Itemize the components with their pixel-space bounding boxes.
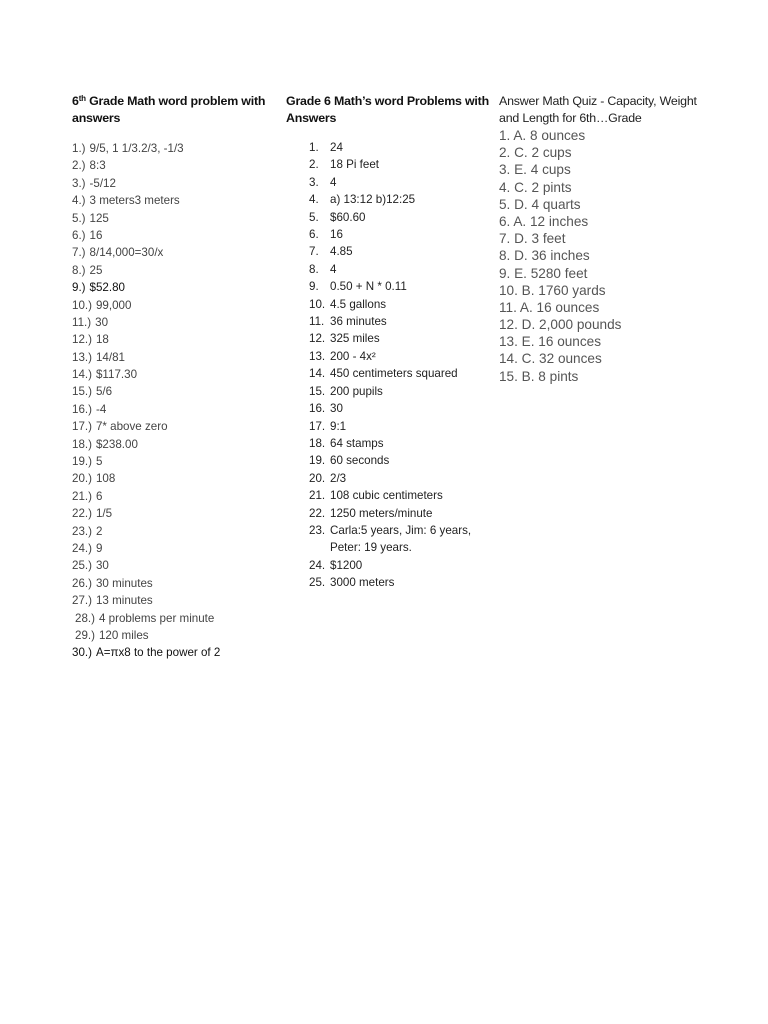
answer-item xyxy=(72,157,282,174)
answer-item xyxy=(72,644,282,661)
answer-number: 21. xyxy=(309,489,326,503)
answer-number: 4.) xyxy=(72,194,86,208)
answer-item xyxy=(72,314,282,331)
answer-text: 1250 meters/minute xyxy=(330,506,433,520)
answer-number: 5. xyxy=(309,210,319,224)
answer-text: 30 xyxy=(95,559,109,573)
answer-number: 13. xyxy=(309,349,326,363)
answer-item xyxy=(286,348,496,365)
answer-number: 21.) xyxy=(72,489,92,503)
answer-item xyxy=(72,366,282,383)
answer-number: 26.) xyxy=(72,576,92,590)
answer-text: 60 seconds xyxy=(330,454,390,468)
capacity-weight-length-quiz-column xyxy=(499,93,739,385)
answer-text: 18 Pi feet xyxy=(330,158,379,172)
column-heading xyxy=(286,93,496,127)
answer-text: 4 problems per minute xyxy=(98,611,215,625)
answer-text: -4 xyxy=(95,402,107,416)
answer-item xyxy=(72,418,282,435)
answer-number: 9.) xyxy=(72,281,86,295)
heading-line-2: Answers xyxy=(286,111,337,125)
answer-item xyxy=(72,470,282,487)
column-heading xyxy=(72,93,282,127)
answer-number: 22.) xyxy=(72,507,92,521)
answer-text: 200 pupils xyxy=(330,384,383,398)
answer-number: 2.) xyxy=(72,159,86,173)
answer-number: 8. xyxy=(309,262,319,276)
answer-item xyxy=(286,313,496,330)
answer-number: 24. xyxy=(309,558,326,572)
answer-item xyxy=(72,505,282,522)
answer-number: 7.) xyxy=(72,246,86,260)
answer-text: 4.5 gallons xyxy=(330,297,387,311)
answer-text: 9 xyxy=(95,541,103,555)
answer-item: 13. E. 16 ounces xyxy=(499,334,602,350)
answer-text: A=πx8 to the power of 2 xyxy=(95,646,221,660)
answer-text: 200 - 4x² xyxy=(330,349,376,363)
answer-text: 6 xyxy=(95,489,103,503)
column-heading xyxy=(499,93,739,127)
answer-number: 9. xyxy=(309,280,319,294)
answer-item xyxy=(72,523,282,540)
answer-item: 2. C. 2 cups xyxy=(499,145,572,161)
answer-text: 25 xyxy=(89,263,103,277)
answer-text: 125 xyxy=(89,211,109,225)
answer-item xyxy=(72,244,282,261)
answer-number: 3. xyxy=(309,175,319,189)
answer-text: 64 stamps xyxy=(330,436,384,450)
answer-number: 17.) xyxy=(72,420,92,434)
answer-item xyxy=(286,418,496,435)
answer-number: 5.) xyxy=(72,211,86,225)
answer-list xyxy=(72,140,282,662)
answer-item xyxy=(72,279,282,296)
answer-number: 12.) xyxy=(72,333,92,347)
answer-item xyxy=(286,330,496,347)
answer-text: $60.60 xyxy=(330,210,366,224)
answer-item xyxy=(72,401,282,418)
answer-text: 8/14,000=30/x xyxy=(89,246,164,260)
answer-text: 2 xyxy=(95,524,103,538)
answer-item xyxy=(72,610,282,627)
answer-text: 8:3 xyxy=(89,159,106,173)
answer-number: 18.) xyxy=(72,437,92,451)
answer-number: 10.) xyxy=(72,298,92,312)
answer-text: 13 minutes xyxy=(95,594,153,608)
answer-text: 3 meters3 meters xyxy=(89,194,180,208)
answer-text: $238.00 xyxy=(95,437,138,451)
answer-item xyxy=(286,505,496,522)
answer-item xyxy=(72,575,282,592)
answer-item: 12. D. 2,000 pounds xyxy=(499,317,622,333)
heading-line-1: Answer Math Quiz - Capacity, Weight xyxy=(499,94,697,108)
answer-number: 20. xyxy=(309,471,326,485)
answer-text: 99,000 xyxy=(95,298,132,312)
answer-number: 27.) xyxy=(72,594,92,608)
answer-text: 108 cubic centimeters xyxy=(330,489,443,503)
heading-rest: Grade Math word problem with xyxy=(85,94,266,108)
answer-text: 4 xyxy=(330,262,337,276)
answer-item xyxy=(286,174,496,191)
answer-item xyxy=(286,522,496,557)
answer-text: 3000 meters xyxy=(330,576,395,590)
answer-item xyxy=(286,209,496,226)
answer-item xyxy=(72,383,282,400)
answer-number: 15.) xyxy=(72,385,92,399)
answer-item xyxy=(286,261,496,278)
answer-number: 11. xyxy=(309,315,325,329)
answer-item xyxy=(286,383,496,400)
answer-text: 5 xyxy=(95,455,103,469)
answer-number: 11.) xyxy=(72,315,92,329)
answer-number: 1. xyxy=(309,141,319,154)
answer-item xyxy=(286,557,496,574)
answer-text: 325 miles xyxy=(330,332,380,346)
answer-item xyxy=(72,210,282,227)
answer-number: 19.) xyxy=(72,455,92,469)
answer-text: 108 xyxy=(95,472,116,486)
answer-text: 9/5, 1 1/3.2/3, -1/3 xyxy=(89,142,184,155)
heading-line-2: and Length for 6th…Grade xyxy=(499,111,642,125)
answer-item xyxy=(286,487,496,504)
answer-number: 24.) xyxy=(72,541,92,555)
answer-item xyxy=(286,156,496,173)
heading-lead: 6 xyxy=(72,94,79,108)
answer-item: 1. A. 8 ounces xyxy=(499,128,586,143)
answer-item xyxy=(72,262,282,279)
answer-item: 14. C. 32 ounces xyxy=(499,351,602,367)
answer-item xyxy=(72,140,282,157)
answer-item xyxy=(286,452,496,469)
answer-text: 24 xyxy=(330,141,343,154)
answer-item xyxy=(72,331,282,348)
answer-text: 16 xyxy=(89,228,103,242)
answer-item: 4. C. 2 pints xyxy=(499,179,572,195)
answer-text: 30 xyxy=(95,315,109,329)
heading-line-1 xyxy=(72,93,282,110)
answer-number: 18. xyxy=(309,436,326,450)
answer-number: 22. xyxy=(309,506,326,520)
answer-text: 1/5 xyxy=(95,507,113,521)
answer-text: Carla:5 years, Jim: 6 years, Peter: 19 years. xyxy=(330,523,472,555)
answer-number: 23.) xyxy=(72,524,92,538)
answer-item xyxy=(286,574,496,591)
answer-text: 14/81 xyxy=(95,350,125,364)
answer-item xyxy=(286,365,496,382)
answer-number: 2. xyxy=(309,158,319,172)
answer-item xyxy=(286,226,496,243)
answer-item xyxy=(286,278,496,295)
answer-number: 25.) xyxy=(72,559,92,573)
answer-item: 15. B. 8 pints xyxy=(499,368,579,384)
answer-number: 7. xyxy=(309,245,319,259)
answer-text: $1200 xyxy=(330,558,363,572)
heading-superscript: th xyxy=(78,94,86,103)
answer-text: 4.85 xyxy=(330,245,353,259)
answer-number: 16. xyxy=(309,402,326,416)
answer-text: 0.50 + N * 0.11 xyxy=(330,280,407,294)
answer-item xyxy=(286,400,496,417)
answer-number: 29.) xyxy=(75,628,95,642)
answer-text: 30 minutes xyxy=(95,576,153,590)
heading-line-1: Grade 6 Math’s word Problems with xyxy=(286,94,489,108)
answer-list xyxy=(286,139,496,592)
answer-item xyxy=(72,175,282,192)
answer-item xyxy=(286,470,496,487)
answer-number: 4. xyxy=(309,193,319,207)
answer-item: 7. D. 3 feet xyxy=(499,231,566,247)
answer-text: 30 xyxy=(330,402,343,416)
answer-item xyxy=(72,297,282,314)
answer-text: a) 13:12 b)12:25 xyxy=(330,193,416,207)
answer-text: 450 centimeters squared xyxy=(330,367,458,381)
heading-line-2: answers xyxy=(72,111,121,125)
answer-item xyxy=(286,243,496,260)
grade6-maths-word-problems-column xyxy=(286,93,496,592)
answer-text: 7* above zero xyxy=(95,420,168,434)
answer-item xyxy=(286,435,496,452)
answer-number: 16.) xyxy=(72,402,92,416)
answer-item xyxy=(72,436,282,453)
answer-number: 6. xyxy=(309,228,319,242)
answer-number: 10. xyxy=(309,297,326,311)
answer-number: 25. xyxy=(309,576,326,590)
answer-item xyxy=(286,139,496,156)
answer-item: 9. E. 5280 feet xyxy=(499,265,588,281)
answer-number: 20.) xyxy=(72,472,92,486)
answer-number: 19. xyxy=(309,454,326,468)
answer-number: 13.) xyxy=(72,350,92,364)
answer-text: 9:1 xyxy=(330,419,347,433)
answer-item xyxy=(72,192,282,209)
answer-item: 8. D. 36 inches xyxy=(499,248,590,264)
answer-number: 15. xyxy=(309,384,326,398)
answer-text: 4 xyxy=(330,175,337,189)
answer-text: 2/3 xyxy=(330,471,347,485)
answer-text: 18 xyxy=(95,333,109,347)
answer-number: 8.) xyxy=(72,263,86,277)
answer-item xyxy=(72,227,282,244)
answer-list xyxy=(499,127,739,385)
answer-number: 12. xyxy=(309,332,326,346)
answer-text: $117.30 xyxy=(95,368,138,382)
answer-item: 10. B. 1760 yards xyxy=(499,282,606,298)
answer-item xyxy=(72,540,282,557)
answer-number: 6.) xyxy=(72,228,86,242)
answer-text: 36 minutes xyxy=(330,315,387,329)
answer-item: 11. A. 16 ounces xyxy=(499,299,600,315)
answer-item xyxy=(72,627,282,644)
answer-number: 28.) xyxy=(75,611,95,625)
answer-text: $52.80 xyxy=(89,281,125,295)
answer-text: 120 miles xyxy=(98,628,149,642)
answer-number: 17. xyxy=(309,419,326,433)
answer-item xyxy=(72,349,282,366)
answer-text: -5/12 xyxy=(89,176,116,190)
answer-item: 3. E. 4 cups xyxy=(499,162,571,178)
answer-number: 14.) xyxy=(72,368,92,382)
answer-number: 3.) xyxy=(72,176,86,190)
answer-item xyxy=(286,191,496,208)
answer-item xyxy=(72,488,282,505)
answer-item xyxy=(72,453,282,470)
answer-item xyxy=(72,592,282,609)
answer-item xyxy=(286,296,496,313)
answer-number: 23. xyxy=(309,523,326,537)
answer-text: 16 xyxy=(330,228,343,242)
answer-item: 6. A. 12 inches xyxy=(499,213,589,229)
grade6-word-problem-answers-column xyxy=(72,93,282,662)
answer-item: 5. D. 4 quarts xyxy=(499,196,581,212)
answer-number: 30.) xyxy=(72,646,92,660)
answer-number: 14. xyxy=(309,367,326,381)
answer-number: 1.) xyxy=(72,142,86,155)
answer-text: 5/6 xyxy=(95,385,113,399)
answer-item xyxy=(72,557,282,574)
